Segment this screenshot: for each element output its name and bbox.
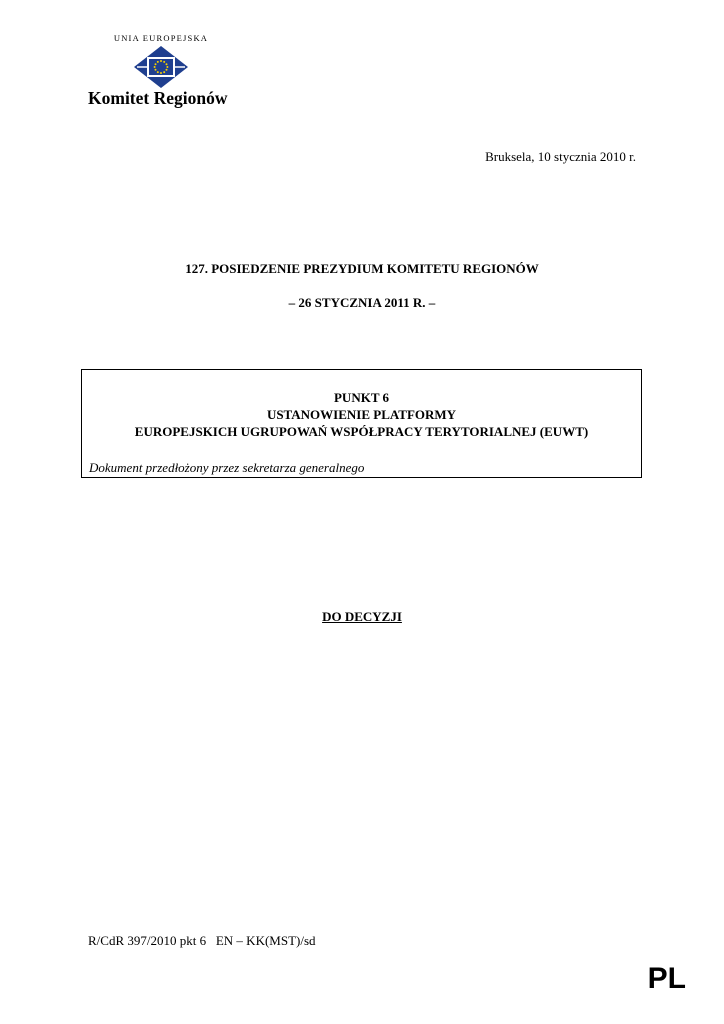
agenda-item-title-line1: USTANOWIENIE PLATFORMY — [266, 407, 457, 422]
decision-label: DO DECYZJI — [322, 609, 402, 624]
agenda-item-title-line2: EUROPEJSKICH UGRUPOWAŃ WSPÓŁPRACY TERYTORIALNEJ (EUWT) — [134, 424, 589, 439]
agenda-item-box — [81, 369, 642, 478]
document-reference: R/CdR 397/2010 pkt 6 EN – KK(MST)/sd — [88, 933, 316, 948]
agenda-item-heading — [82, 389, 641, 440]
meeting-title: 127. POSIEDZENIE PREZYDIUM KOMITETU REGIONÓW — [185, 261, 539, 276]
logo-org-line: UNIA EUROPEJSKA — [113, 33, 209, 43]
decision-label-wrapper — [0, 609, 724, 625]
agenda-item-submitted-by: Dokument przedłożony przez sekretarza generalnego — [89, 460, 365, 475]
agenda-item-number: PUNKT 6 — [333, 390, 389, 405]
meeting-date: – 26 STYCZNIA 2011 R. – — [288, 295, 436, 310]
language-code: PL — [647, 962, 686, 995]
committee-of-regions-emblem — [133, 45, 189, 89]
logo-committee-name: Komitet Regionów — [88, 88, 228, 108]
place-and-date: Bruksela, 10 stycznia 2010 r. — [485, 149, 636, 164]
